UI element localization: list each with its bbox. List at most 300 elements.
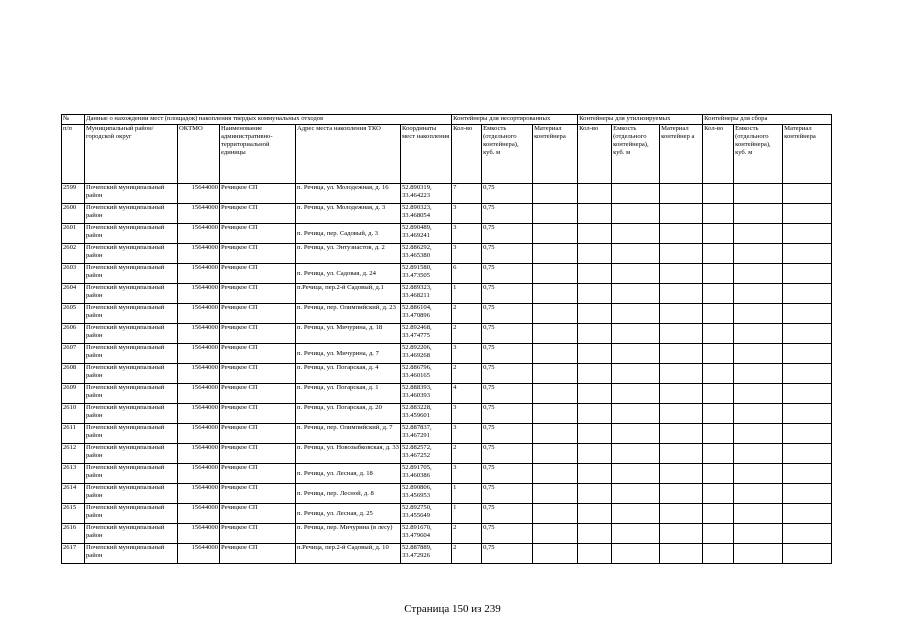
cell-qty: 3 — [452, 204, 482, 224]
header-settlement: Наименование административно-территориальной единицы — [220, 125, 296, 184]
header-district: Муниципальный район/городской округ — [85, 125, 178, 184]
cell-material-collect — [783, 184, 832, 204]
cell-capacity: 0,75 — [482, 324, 533, 344]
cell-capacity: 0,75 — [482, 204, 533, 224]
cell-district: Почепский муниципальный район — [85, 284, 178, 304]
table-row — [62, 264, 832, 284]
cell-num: 2607 — [62, 344, 85, 364]
cell-address: п. Речица, пер. Лесной, д. 8 — [296, 484, 401, 504]
waste-sites-table — [61, 114, 832, 564]
cell-material — [533, 444, 578, 464]
cell-material — [533, 204, 578, 224]
cell-settlement: Речицкое СП — [220, 524, 296, 544]
cell-material — [533, 324, 578, 344]
cell-capacity-collect — [734, 404, 783, 424]
cell-material-collect — [783, 504, 832, 524]
header-pp: п/п — [62, 125, 85, 184]
cell-material-recycle — [660, 344, 703, 364]
cell-qty-recycle — [578, 384, 612, 404]
cell-coords: 52.891670, 33.479604 — [401, 524, 452, 544]
cell-qty: 3 — [452, 224, 482, 244]
cell-qty: 3 — [452, 404, 482, 424]
header-num: № — [62, 115, 85, 125]
cell-settlement: Речицкое СП — [220, 504, 296, 524]
cell-oktmo: 15644000 — [178, 224, 220, 244]
cell-material-recycle — [660, 524, 703, 544]
table-row — [62, 464, 832, 484]
cell-capacity-collect — [734, 284, 783, 304]
cell-qty-recycle — [578, 244, 612, 264]
cell-capacity: 0,75 — [482, 284, 533, 304]
cell-material-collect — [783, 524, 832, 544]
cell-qty-recycle — [578, 524, 612, 544]
cell-settlement: Речицкое СП — [220, 424, 296, 444]
header-oktmo: ОКТМО — [178, 125, 220, 184]
header-qty-collect: Кол-во — [703, 125, 734, 184]
cell-oktmo: 15644000 — [178, 424, 220, 444]
cell-num: 2617 — [62, 544, 85, 564]
cell-qty-recycle — [578, 224, 612, 244]
cell-material-recycle — [660, 324, 703, 344]
cell-material-recycle — [660, 424, 703, 444]
cell-material — [533, 384, 578, 404]
cell-qty-recycle — [578, 324, 612, 344]
header-material-recycle: Материал контейнер а — [660, 125, 703, 184]
cell-material — [533, 224, 578, 244]
cell-qty-collect — [703, 544, 734, 564]
cell-capacity-collect — [734, 384, 783, 404]
cell-district: Почепский муниципальный район — [85, 424, 178, 444]
cell-district: Почепский муниципальный район — [85, 264, 178, 284]
cell-num: 2614 — [62, 484, 85, 504]
cell-capacity-recycle — [612, 504, 660, 524]
cell-material-recycle — [660, 184, 703, 204]
cell-coords: 52.886292, 33.465380 — [401, 244, 452, 264]
cell-qty: 2 — [452, 544, 482, 564]
cell-address: п. Речица, ул. Лесная, д. 18 — [296, 464, 401, 484]
table-row — [62, 184, 832, 204]
cell-qty-collect — [703, 244, 734, 264]
cell-capacity: 0,75 — [482, 384, 533, 404]
header-capacity: Емкость (отдельного контейнера), куб. м — [482, 125, 533, 184]
cell-qty-collect — [703, 384, 734, 404]
cell-material-recycle — [660, 404, 703, 424]
cell-address: п. Речица, ул. Мичурина, д. 18 — [296, 324, 401, 344]
cell-district: Почепский муниципальный район — [85, 324, 178, 344]
cell-capacity-recycle — [612, 224, 660, 244]
cell-qty-collect — [703, 324, 734, 344]
cell-capacity-recycle — [612, 464, 660, 484]
header-capacity-collect: Емкость (отдельного контейнера), куб. м — [734, 125, 783, 184]
cell-address: п. Речица, пер. Олимпийский, д. 7 — [296, 424, 401, 444]
cell-coords: 52.883228, 33.459601 — [401, 404, 452, 424]
cell-qty-collect — [703, 264, 734, 284]
cell-settlement: Речицкое СП — [220, 184, 296, 204]
cell-address: п. Речица, ул. Энтузиастов, д. 2 — [296, 244, 401, 264]
cell-capacity: 0,75 — [482, 424, 533, 444]
cell-num: 2606 — [62, 324, 85, 344]
cell-qty-collect — [703, 364, 734, 384]
table-row — [62, 344, 832, 364]
cell-capacity-recycle — [612, 404, 660, 424]
cell-capacity-collect — [734, 204, 783, 224]
cell-capacity: 0,75 — [482, 524, 533, 544]
cell-material — [533, 264, 578, 284]
table-row — [62, 324, 832, 344]
cell-capacity: 0,75 — [482, 264, 533, 284]
cell-qty-collect — [703, 344, 734, 364]
cell-qty-recycle — [578, 364, 612, 384]
cell-material-recycle — [660, 264, 703, 284]
header-capacity-recycle: Емкость (отдельного контейнера), куб. м — [612, 125, 660, 184]
cell-qty: 2 — [452, 524, 482, 544]
table-row — [62, 404, 832, 424]
cell-qty-recycle — [578, 304, 612, 324]
cell-district: Почепский муниципальный район — [85, 484, 178, 504]
cell-capacity-collect — [734, 184, 783, 204]
cell-coords: 52.887837, 33.467291 — [401, 424, 452, 444]
cell-district: Почепский муниципальный район — [85, 184, 178, 204]
table-row — [62, 304, 832, 324]
cell-material — [533, 304, 578, 324]
cell-capacity: 0,75 — [482, 484, 533, 504]
header-group-location: Данные о нахождении мест (площадок) накопления твердых коммунальных отходов — [85, 115, 452, 125]
cell-num: 2609 — [62, 384, 85, 404]
cell-district: Почепский муниципальный район — [85, 444, 178, 464]
cell-qty-recycle — [578, 504, 612, 524]
cell-settlement: Речицкое СП — [220, 244, 296, 264]
cell-capacity-collect — [734, 324, 783, 344]
cell-address: п.Речица, пер.2-й Садовый, д.1 — [296, 284, 401, 304]
cell-district: Почепский муниципальный район — [85, 404, 178, 424]
cell-oktmo: 15644000 — [178, 364, 220, 384]
cell-address: п. Речица, пер. Мичурина (в лесу) — [296, 524, 401, 544]
cell-material — [533, 344, 578, 364]
cell-qty: 1 — [452, 284, 482, 304]
cell-material-collect — [783, 464, 832, 484]
cell-coords: 52.889323, 33.468211 — [401, 284, 452, 304]
cell-material — [533, 364, 578, 384]
cell-capacity-collect — [734, 244, 783, 264]
cell-coords: 52.890323, 33.468054 — [401, 204, 452, 224]
cell-oktmo: 15644000 — [178, 544, 220, 564]
cell-oktmo: 15644000 — [178, 384, 220, 404]
cell-settlement: Речицкое СП — [220, 364, 296, 384]
cell-oktmo: 15644000 — [178, 464, 220, 484]
header-coords: Координаты мест накопления — [401, 125, 452, 184]
cell-material-recycle — [660, 244, 703, 264]
cell-num: 2613 — [62, 464, 85, 484]
cell-address: п. Речица, ул. Молодежная, д. 3 — [296, 204, 401, 224]
cell-num: 2605 — [62, 304, 85, 324]
cell-coords: 52.892468, 33.474775 — [401, 324, 452, 344]
cell-qty: 7 — [452, 184, 482, 204]
cell-qty-collect — [703, 424, 734, 444]
cell-material — [533, 504, 578, 524]
cell-district: Почепский муниципальный район — [85, 244, 178, 264]
table-row — [62, 364, 832, 384]
cell-qty: 6 — [452, 264, 482, 284]
cell-oktmo: 15644000 — [178, 324, 220, 344]
cell-settlement: Речицкое СП — [220, 544, 296, 564]
cell-address: п. Речица, ул. Лесная, д. 25 — [296, 504, 401, 524]
cell-capacity-recycle — [612, 424, 660, 444]
cell-coords: 52.890489, 33.469241 — [401, 224, 452, 244]
cell-num: 2603 — [62, 264, 85, 284]
cell-settlement: Речицкое СП — [220, 484, 296, 504]
cell-material-collect — [783, 364, 832, 384]
cell-oktmo: 15644000 — [178, 264, 220, 284]
cell-settlement: Речицкое СП — [220, 204, 296, 224]
table-row — [62, 384, 832, 404]
table-row — [62, 224, 832, 244]
cell-address: п. Речица, ул. Садовая, д. 24 — [296, 264, 401, 284]
cell-address: п. Речица, ул. Погарская, д. 1 — [296, 384, 401, 404]
cell-capacity-recycle — [612, 384, 660, 404]
cell-qty-collect — [703, 224, 734, 244]
cell-capacity: 0,75 — [482, 224, 533, 244]
header-qty: Кол-во — [452, 125, 482, 184]
cell-material-recycle — [660, 304, 703, 324]
cell-coords: 52.892206, 33.469268 — [401, 344, 452, 364]
cell-material-recycle — [660, 504, 703, 524]
cell-qty: 1 — [452, 484, 482, 504]
cell-material — [533, 184, 578, 204]
cell-capacity-recycle — [612, 204, 660, 224]
cell-address: п. Речица, пер. Садовый, д. 3 — [296, 224, 401, 244]
cell-material-recycle — [660, 484, 703, 504]
cell-qty-collect — [703, 524, 734, 544]
cell-qty-collect — [703, 504, 734, 524]
cell-capacity-recycle — [612, 244, 660, 264]
cell-coords: 52.892750, 33.455649 — [401, 504, 452, 524]
cell-coords: 52.886104, 33.470896 — [401, 304, 452, 324]
cell-address: п.Речица, пер.2-й Садовый, д. 10 — [296, 544, 401, 564]
cell-material-collect — [783, 544, 832, 564]
cell-capacity-collect — [734, 264, 783, 284]
cell-qty-recycle — [578, 464, 612, 484]
cell-district: Почепский муниципальный район — [85, 504, 178, 524]
cell-material — [533, 544, 578, 564]
cell-num: 2604 — [62, 284, 85, 304]
cell-oktmo: 15644000 — [178, 484, 220, 504]
cell-capacity-recycle — [612, 524, 660, 544]
cell-num: 2616 — [62, 524, 85, 544]
cell-district: Почепский муниципальный район — [85, 304, 178, 324]
cell-capacity-collect — [734, 544, 783, 564]
cell-material-collect — [783, 444, 832, 464]
cell-qty-collect — [703, 304, 734, 324]
cell-qty-recycle — [578, 484, 612, 504]
cell-num: 2610 — [62, 404, 85, 424]
cell-material — [533, 424, 578, 444]
cell-capacity: 0,75 — [482, 504, 533, 524]
cell-capacity: 0,75 — [482, 444, 533, 464]
cell-num: 2612 — [62, 444, 85, 464]
table-row — [62, 504, 832, 524]
page-counter: Страница 150 из 239 — [404, 603, 501, 615]
cell-oktmo: 15644000 — [178, 504, 220, 524]
cell-qty: 3 — [452, 244, 482, 264]
cell-capacity-collect — [734, 304, 783, 324]
cell-capacity-recycle — [612, 444, 660, 464]
cell-oktmo: 15644000 — [178, 344, 220, 364]
cell-qty-collect — [703, 484, 734, 504]
header-group-unsorted: Контейнеры для несортированных — [452, 115, 578, 125]
cell-coords: 52.891705, 33.460386 — [401, 464, 452, 484]
cell-district: Почепский муниципальный район — [85, 224, 178, 244]
header-group-recycle: Контейнеры для утилизируемых — [578, 115, 703, 125]
cell-settlement: Речицкое СП — [220, 404, 296, 424]
cell-material-collect — [783, 324, 832, 344]
header-material: Материал контейнера — [533, 125, 578, 184]
cell-qty-recycle — [578, 184, 612, 204]
cell-material-collect — [783, 224, 832, 244]
cell-qty: 2 — [452, 324, 482, 344]
cell-capacity: 0,75 — [482, 464, 533, 484]
cell-capacity-collect — [734, 224, 783, 244]
cell-material-recycle — [660, 384, 703, 404]
cell-qty-collect — [703, 444, 734, 464]
cell-num: 2600 — [62, 204, 85, 224]
header-group-collect: Контейнеры для сбора — [703, 115, 832, 125]
cell-capacity-recycle — [612, 264, 660, 284]
cell-capacity-recycle — [612, 184, 660, 204]
cell-material-recycle — [660, 224, 703, 244]
cell-material — [533, 464, 578, 484]
cell-settlement: Речицкое СП — [220, 224, 296, 244]
cell-qty: 3 — [452, 424, 482, 444]
cell-settlement: Речицкое СП — [220, 344, 296, 364]
cell-qty: 2 — [452, 444, 482, 464]
cell-coords: 52.888393, 33.460393 — [401, 384, 452, 404]
cell-qty-recycle — [578, 404, 612, 424]
cell-qty-recycle — [578, 424, 612, 444]
cell-qty-collect — [703, 184, 734, 204]
cell-material-collect — [783, 424, 832, 444]
cell-oktmo: 15644000 — [178, 404, 220, 424]
table-row — [62, 524, 832, 544]
cell-address: п. Речица, ул. Новозыбковская, д. 33 — [296, 444, 401, 464]
cell-num: 2608 — [62, 364, 85, 384]
cell-capacity-recycle — [612, 324, 660, 344]
table-body — [62, 184, 832, 564]
cell-material-collect — [783, 304, 832, 324]
cell-material-collect — [783, 344, 832, 364]
cell-qty-recycle — [578, 444, 612, 464]
cell-oktmo: 15644000 — [178, 524, 220, 544]
cell-district: Почепский муниципальный район — [85, 544, 178, 564]
table-row — [62, 484, 832, 504]
header-address: Адрес места накопления ТКО — [296, 125, 401, 184]
cell-capacity-collect — [734, 424, 783, 444]
cell-qty: 1 — [452, 504, 482, 524]
cell-settlement: Речицкое СП — [220, 304, 296, 324]
cell-address: п. Речица, ул. Мичурина, д. 7 — [296, 344, 401, 364]
cell-oktmo: 15644000 — [178, 204, 220, 224]
cell-district: Почепский муниципальный район — [85, 384, 178, 404]
cell-oktmo: 15644000 — [178, 284, 220, 304]
cell-material-collect — [783, 384, 832, 404]
cell-material-recycle — [660, 544, 703, 564]
cell-district: Почепский муниципальный район — [85, 364, 178, 384]
cell-district: Почепский муниципальный район — [85, 344, 178, 364]
cell-qty-recycle — [578, 204, 612, 224]
cell-oktmo: 15644000 — [178, 444, 220, 464]
table-row — [62, 204, 832, 224]
cell-settlement: Речицкое СП — [220, 264, 296, 284]
cell-settlement: Речицкое СП — [220, 444, 296, 464]
table-row — [62, 424, 832, 444]
cell-qty-recycle — [578, 264, 612, 284]
cell-coords: 52.887889, 33.472926 — [401, 544, 452, 564]
cell-capacity-recycle — [612, 484, 660, 504]
cell-capacity: 0,75 — [482, 364, 533, 384]
cell-capacity-collect — [734, 484, 783, 504]
cell-oktmo: 15644000 — [178, 304, 220, 324]
header-qty-recycle: Кол-во — [578, 125, 612, 184]
cell-capacity-collect — [734, 344, 783, 364]
cell-material — [533, 244, 578, 264]
cell-material-recycle — [660, 364, 703, 384]
cell-settlement: Речицкое СП — [220, 384, 296, 404]
cell-material-collect — [783, 284, 832, 304]
cell-capacity: 0,75 — [482, 304, 533, 324]
cell-capacity: 0,75 — [482, 404, 533, 424]
cell-settlement: Речицкое СП — [220, 464, 296, 484]
cell-capacity: 0,75 — [482, 344, 533, 364]
cell-num: 2602 — [62, 244, 85, 264]
cell-capacity-recycle — [612, 544, 660, 564]
cell-coords: 52.886796, 33.460165 — [401, 364, 452, 384]
cell-district: Почепский муниципальный район — [85, 204, 178, 224]
cell-settlement: Речицкое СП — [220, 324, 296, 344]
header-material-collect: Материал контейнера — [783, 125, 832, 184]
cell-material-recycle — [660, 204, 703, 224]
cell-capacity-recycle — [612, 284, 660, 304]
cell-qty: 3 — [452, 464, 482, 484]
cell-capacity-collect — [734, 364, 783, 384]
cell-material-collect — [783, 404, 832, 424]
cell-coords: 52.890319, 33.464223 — [401, 184, 452, 204]
cell-capacity: 0,75 — [482, 244, 533, 264]
cell-capacity-recycle — [612, 304, 660, 324]
cell-district: Почепский муниципальный район — [85, 524, 178, 544]
cell-num: 2615 — [62, 504, 85, 524]
cell-oktmo: 15644000 — [178, 184, 220, 204]
cell-address: п. Речица, ул. Молодежная, д. 16 — [296, 184, 401, 204]
cell-material-recycle — [660, 284, 703, 304]
cell-capacity: 0,75 — [482, 544, 533, 564]
table-row — [62, 544, 832, 564]
cell-coords: 52.891580, 33.473505 — [401, 264, 452, 284]
cell-settlement: Речицкое СП — [220, 284, 296, 304]
cell-material-collect — [783, 244, 832, 264]
cell-material-recycle — [660, 464, 703, 484]
cell-material — [533, 524, 578, 544]
cell-qty-recycle — [578, 284, 612, 304]
cell-capacity-collect — [734, 504, 783, 524]
cell-qty-recycle — [578, 544, 612, 564]
cell-capacity: 0,75 — [482, 184, 533, 204]
cell-qty-recycle — [578, 344, 612, 364]
cell-capacity-recycle — [612, 344, 660, 364]
cell-num: 2599 — [62, 184, 85, 204]
cell-address: п. Речица, пер. Олимпийский, д. 23 — [296, 304, 401, 324]
cell-qty: 4 — [452, 384, 482, 404]
cell-address: п. Речица, ул. Погарская, д. 20 — [296, 404, 401, 424]
cell-num: 2601 — [62, 224, 85, 244]
